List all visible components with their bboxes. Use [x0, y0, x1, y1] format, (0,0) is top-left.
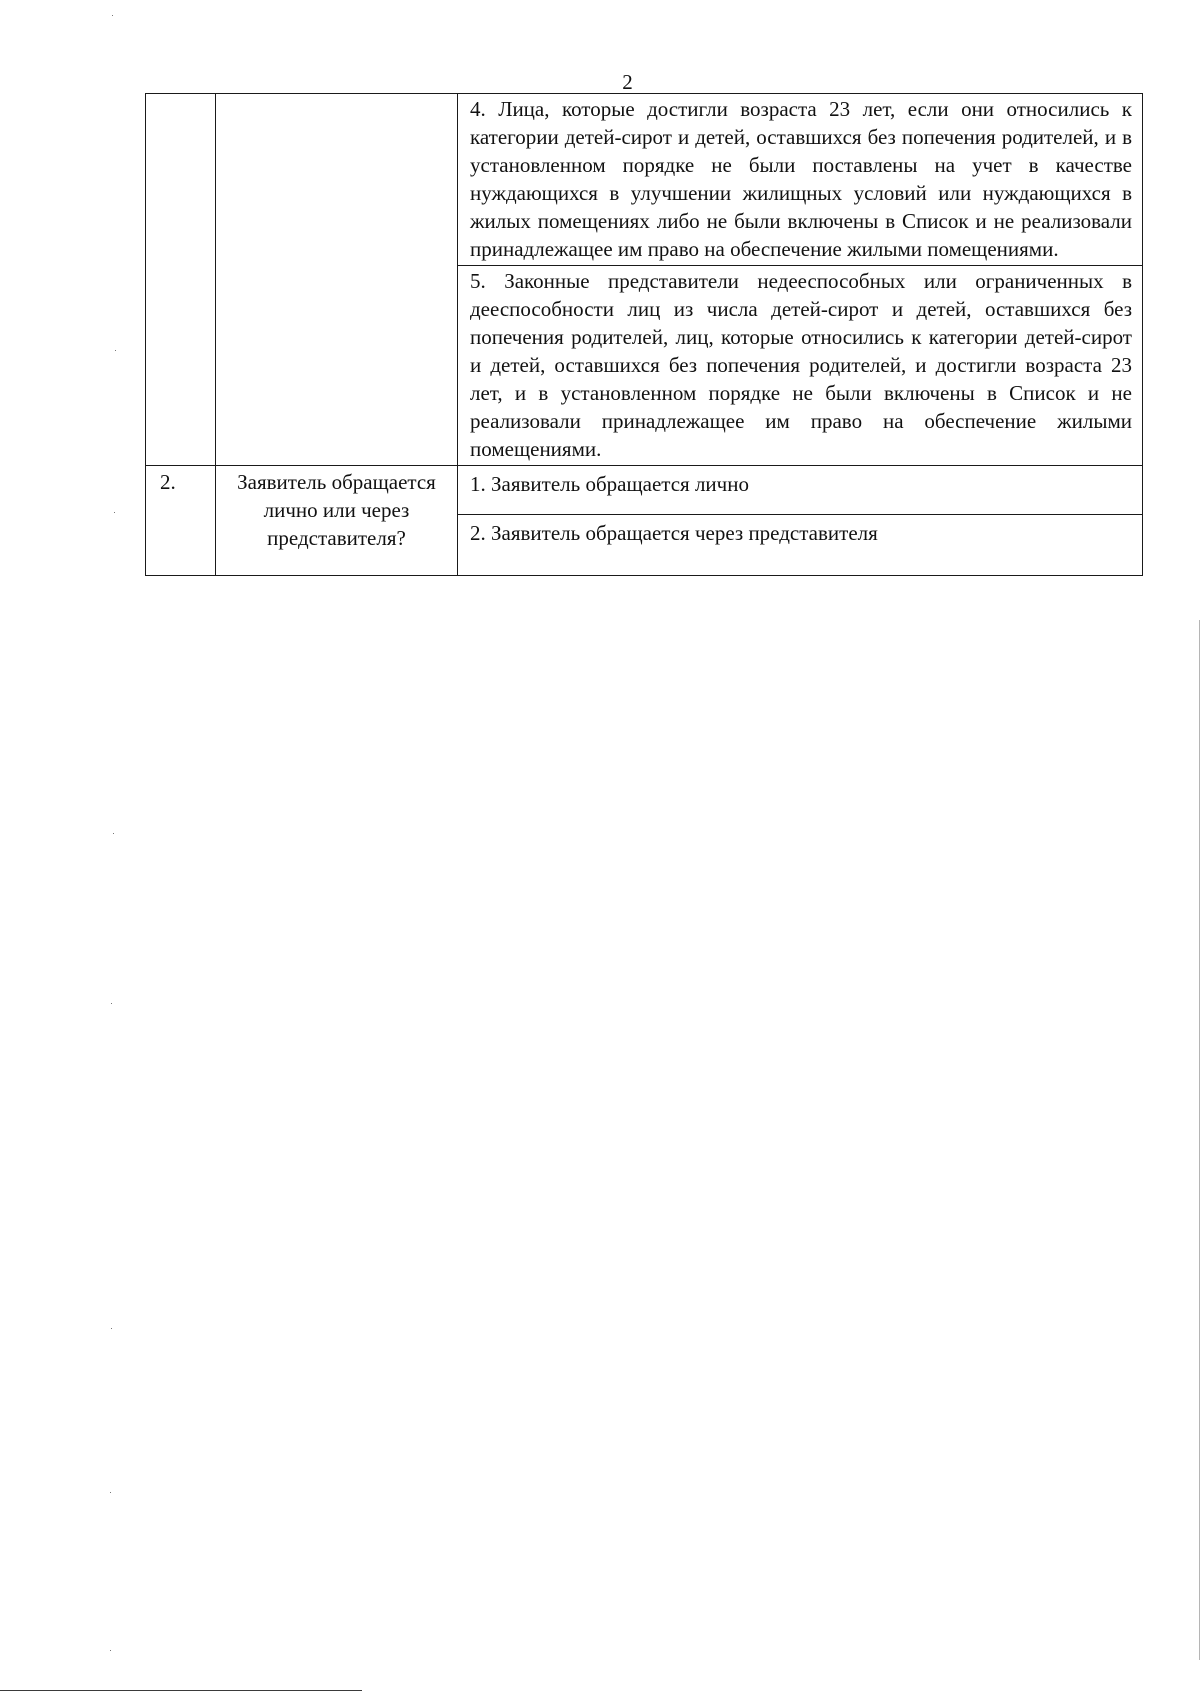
answer-option: 1. Заявитель обращается лично — [470, 472, 749, 496]
scan-mark — [111, 1328, 112, 1329]
answer-cell — [458, 515, 1143, 576]
scan-mark — [114, 512, 115, 513]
answer-option: 5. Законные представители недееспособных или ограниченных в дееспособности лиц из числа детей-сирот и детей, оставшихся без попечения родителей, лиц, которые относились к категории детей-сирот и детей, оставшихся без попечения родителей, и достигли возраста 23 лет, и в установленном порядке не были включены в Список и не реализовали принадлежащее им право на обеспечение жилыми помещениями. — [470, 269, 1132, 461]
answer-option: 2. Заявитель обращается через представителя — [470, 521, 878, 545]
question-text: Заявитель обращается лично или через представителя? — [237, 470, 436, 550]
answer-option: 4. Лица, которые достигли возраста 23 лет, если они относились к категории детей-сирот и детей, оставшихся без попечения родителей, и в установленном порядке не были поставлены на учет в качестве нуждающихся в улучшении жилищных условий или нуждающихся в жилых помещениях либо не были включены в Список и не реализовали принадлежащее им право на обеспечение жилыми помещениями. — [470, 97, 1132, 261]
scan-mark — [111, 1003, 112, 1004]
scan-bottom-line — [0, 1690, 362, 1691]
row-number-cell — [146, 94, 216, 466]
page-number: 2 — [622, 70, 633, 94]
table-row — [146, 94, 1143, 266]
table-row — [146, 466, 1143, 515]
question-cell — [216, 94, 458, 466]
scan-mark — [110, 1650, 111, 1651]
scan-mark — [110, 1492, 111, 1493]
scan-mark — [115, 350, 116, 351]
answer-cell — [458, 266, 1143, 466]
row-number — [146, 94, 215, 96]
question-cell — [216, 466, 458, 576]
question-text — [216, 94, 457, 96]
scan-mark — [113, 833, 114, 834]
criteria-table — [145, 93, 1143, 576]
row-number-cell — [146, 466, 216, 576]
row-number: 2. — [160, 470, 176, 494]
answer-cell — [458, 466, 1143, 515]
scan-mark — [112, 15, 113, 16]
answer-cell — [458, 94, 1143, 266]
